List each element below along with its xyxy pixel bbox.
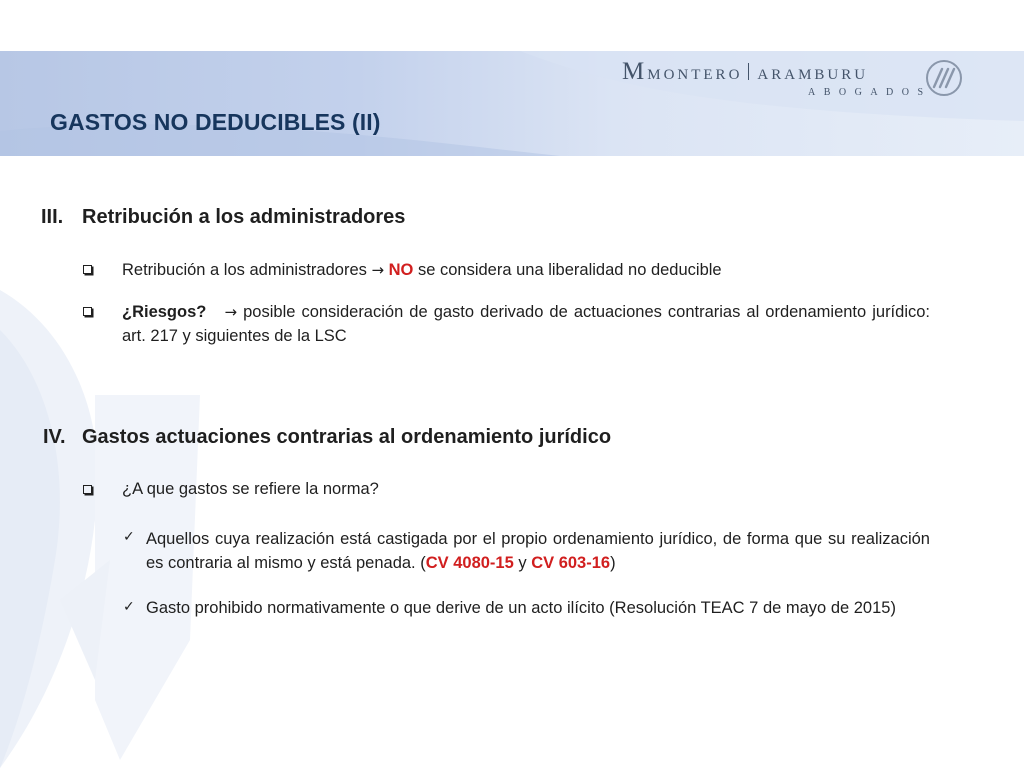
right-arrow-icon: → [371,261,385,279]
section-title: Retribución a los administradores [82,206,406,228]
square-bullet-icon [83,307,92,316]
logo-separator [748,63,749,80]
logo-name-part1: montero [647,59,743,84]
no-highlight: NO [388,261,414,279]
risks-label: ¿Riesgos? [122,303,207,321]
bullet-text: Retribución a los administradores [122,261,372,279]
section-number: III. [41,206,64,228]
checkmark-icon: ✓ [123,599,135,615]
square-bullet-icon [83,485,92,494]
reference-link: CV 603-16 [531,554,611,572]
logo-name: Mmontero aramburu [622,58,869,85]
bullet-item: ¿A que gastos se refiere la norma? [122,480,379,498]
square-bullet-icon [83,265,92,274]
logo-name-part2: aramburu [757,59,869,84]
logo-mark-icon [924,58,964,98]
logo-subtitle: ABOGADOS [808,87,932,98]
right-arrow-icon: → [224,303,238,321]
bullet-item [122,300,930,348]
section-title: Gastos actuaciones contrarias al ordenamiento jurídico [82,426,612,448]
bullet-text: posible consideración de gasto derivado de actuaciones contrarias al ordenamiento jurídico: art. 217 y siguientes de la LSC [122,303,930,345]
company-logo [622,58,967,102]
reference-link: CV 4080-15 [425,554,514,572]
bullet-item [122,258,932,282]
checkmark-icon: ✓ [123,529,135,545]
section-number: IV. [43,426,66,448]
check-text: Aquellos cuya realización está castigada por el propio ordenamiento jurídico, de forma que su realización es contraria al mismo y está penada. ( [146,530,930,572]
check-item: Gasto prohibido normativamente o que derive de un acto ilícito (Resolución TEAC 7 de mayo de 2015) [146,599,896,617]
check-item: Aquellos cuya realización está castigada por el propio ordenamiento jurídico, de forma que su realización es contraria al mismo y está penada. (CV 4080-15 y CV 603-16) [146,530,930,572]
slide-title: GASTOS NO DEDUCIBLES (II) [50,109,381,135]
bullet-text: se considera una liberalidad no deducible [413,261,722,279]
